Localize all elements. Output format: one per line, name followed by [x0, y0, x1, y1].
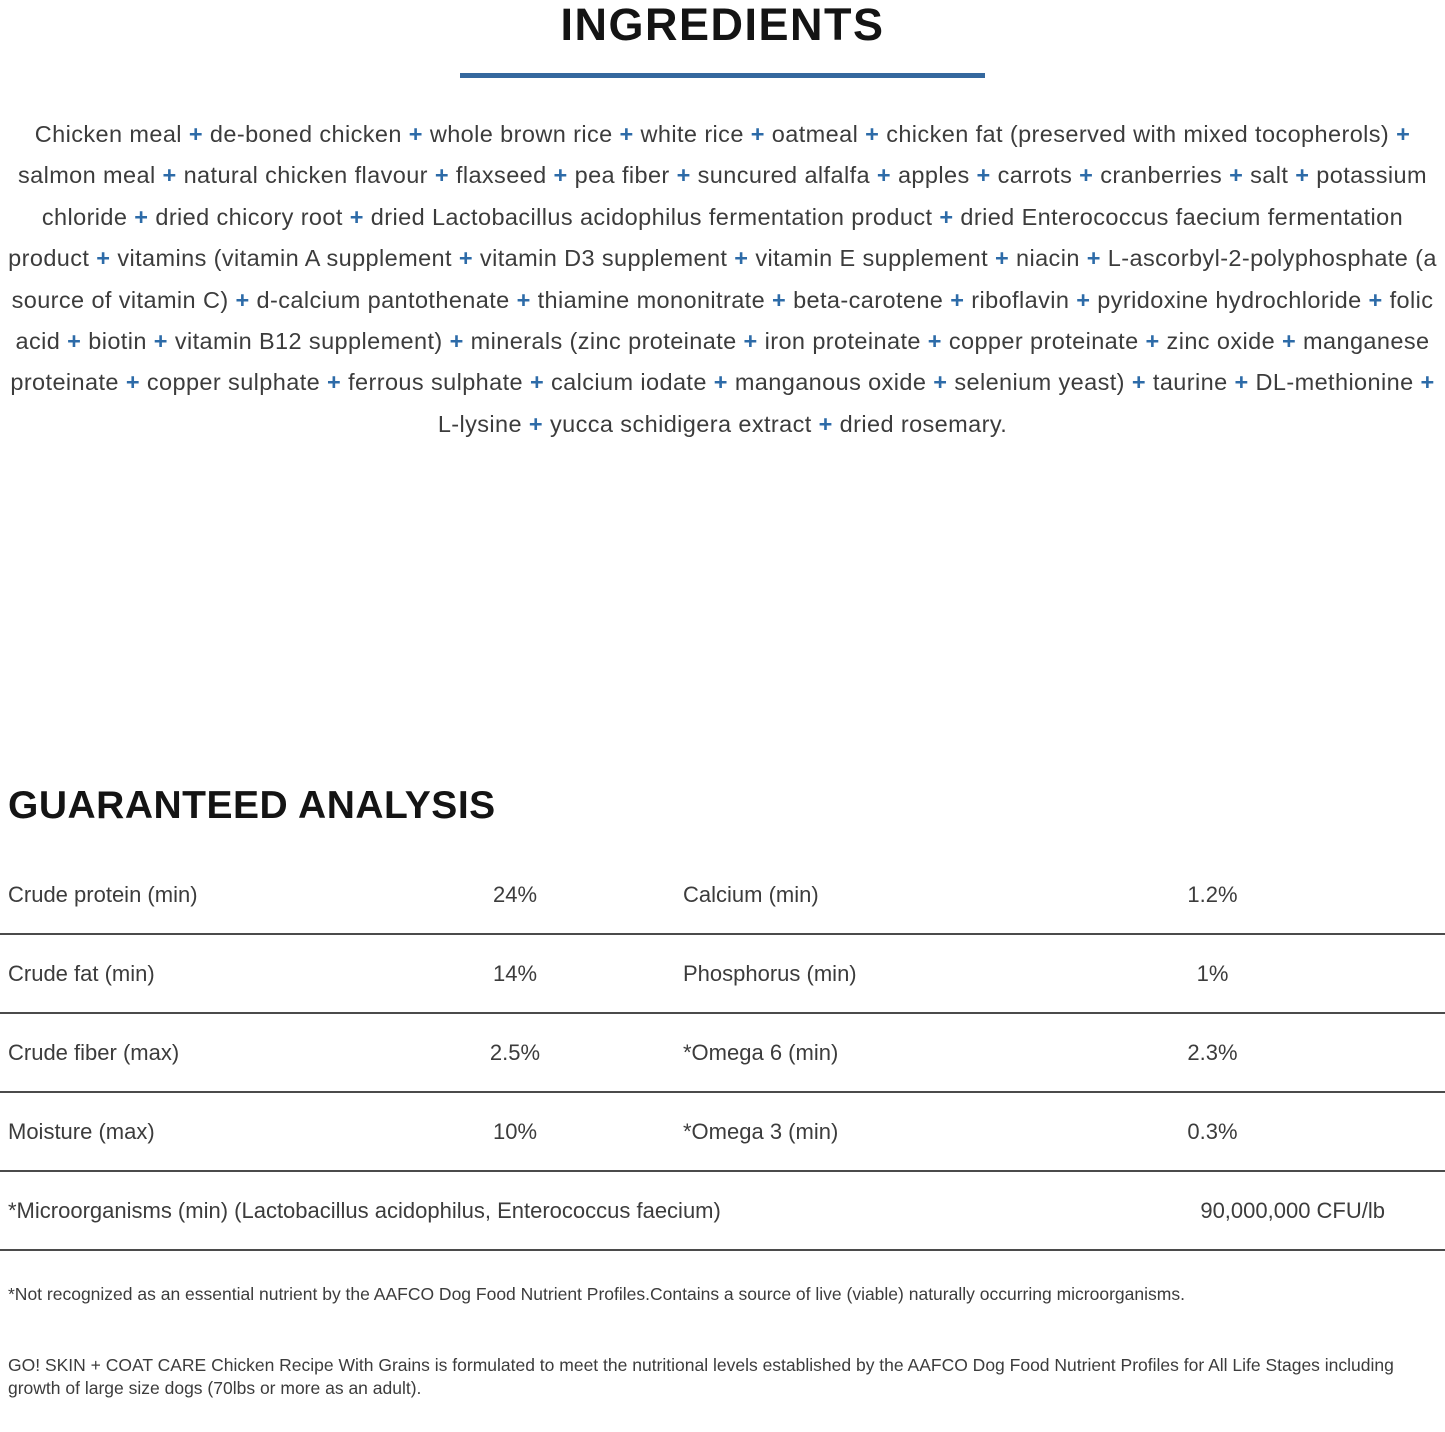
nutrient-value: 2.5% — [489, 1039, 541, 1065]
plus-separator-icon: + — [858, 121, 887, 147]
asterisk-footnote: *Not recognized as an essential nutrient by the AAFCO Dog Food Nutrient Profiles.Contains a source of live (viable) naturally occurring microorganisms. — [8, 1284, 1185, 1305]
title-underline-divider — [460, 73, 985, 78]
plus-separator-icon: + — [320, 369, 349, 396]
plus-separator-icon: + — [943, 286, 972, 313]
ingredient-item: vitamin E supplement — [755, 245, 989, 272]
plus-separator-icon: + — [612, 121, 641, 147]
plus-separator-icon: + — [1413, 369, 1435, 396]
plus-separator-icon: + — [118, 369, 147, 396]
ingredient-item: beta-carotene — [793, 286, 944, 313]
ingredient-item: white rice — [640, 121, 744, 147]
ingredient-item: natural chicken flavour — [183, 162, 428, 189]
ingredient-item: manganese proteinate — [10, 328, 1430, 396]
ingredient-item: thiamine mononitrate — [537, 286, 766, 313]
ingredient-item: pyridoxine hydrochloride — [1097, 286, 1362, 313]
nutrient-label: Phosphorus (min) — [683, 960, 857, 986]
plus-separator-icon: + — [727, 245, 756, 272]
plus-separator-icon: + — [228, 286, 257, 313]
aafco-statement: GO! SKIN + COAT CARE Chicken Recipe With Grains is formulated to meet the nutritional levels established by the AAFCO Dog Food Nutrient Profiles for All Life Stages including growth of large size dogs (70lbs or more as an adult). — [8, 1355, 1394, 1398]
plus-separator-icon: + — [1222, 162, 1251, 189]
plus-separator-icon: + — [427, 162, 456, 189]
nutrient-label: *Microorganisms (min) (Lactobacillus acidophilus, Enterococcus faecium) — [8, 1197, 721, 1223]
ingredient-item: potassium chloride — [41, 162, 1428, 230]
plus-separator-icon: + — [342, 203, 371, 230]
ingredient-item: vitamins (vitamin A supplement — [117, 245, 452, 272]
nutrient-value: 1.2% — [1187, 881, 1238, 907]
plus-separator-icon: + — [522, 410, 550, 437]
ingredient-item: vitamin B12 supplement) — [174, 328, 443, 355]
nutrient-value: 0.3% — [1187, 1118, 1238, 1144]
plus-separator-icon: + — [1275, 328, 1304, 355]
ingredient-item: ferrous sulphate — [348, 369, 524, 396]
nutrient-value: 10% — [492, 1118, 538, 1144]
ingredient-item: niacin — [1016, 245, 1080, 272]
nutrient-label: *Omega 3 (min) — [683, 1118, 839, 1144]
plus-separator-icon: + — [706, 369, 735, 396]
microorganisms-row — [0, 1172, 1445, 1251]
nutrient-label: *Omega 6 (min) — [683, 1039, 839, 1065]
plus-separator-icon: + — [969, 162, 998, 189]
ingredient-item: pea fiber — [574, 162, 670, 189]
nutrient-value: 90,000,000 CFU/lb — [1200, 1197, 1385, 1223]
nutrient-label: Moisture (max) — [8, 1118, 155, 1144]
ingredient-item: riboflavin — [971, 286, 1070, 313]
plus-separator-icon: + — [509, 286, 538, 313]
nutrient-value: 24% — [492, 881, 538, 907]
nutrient-label: Crude fat (min) — [8, 960, 155, 986]
ingredient-item: cranberries — [1100, 162, 1223, 189]
ingredient-item: chicken fat (preserved with mixed tocopherols) — [886, 121, 1390, 147]
ingredient-item: whole brown rice — [429, 121, 613, 147]
plus-separator-icon: + — [920, 328, 949, 355]
ingredient-item: de-boned chicken — [209, 121, 402, 147]
plus-separator-icon: + — [743, 121, 772, 147]
ingredient-item: copper proteinate — [948, 328, 1139, 355]
ingredient-item: yucca schidigera extract — [549, 410, 812, 437]
plus-separator-icon: + — [1072, 162, 1101, 189]
table-row — [0, 935, 1445, 1014]
ingredients-title: INGREDIENTS — [560, 0, 885, 50]
plus-separator-icon: + — [60, 328, 89, 355]
ingredient-item: flaxseed — [455, 162, 547, 189]
plus-separator-icon: + — [146, 328, 175, 355]
plus-separator-icon: + — [127, 203, 156, 230]
ingredient-item: oatmeal — [771, 121, 859, 147]
ingredient-item: salt — [1250, 162, 1289, 189]
plus-separator-icon: + — [401, 121, 430, 147]
ingredient-item: L-ascorbyl-2-polyphosphate (a source of vitamin C) — [11, 245, 1437, 313]
ingredient-item: minerals (zinc proteinate — [470, 328, 737, 355]
plus-separator-icon: + — [869, 162, 898, 189]
ingredient-item: Chicken meal — [34, 121, 182, 147]
plus-separator-icon: + — [811, 410, 840, 437]
guaranteed-analysis-title: GUARANTEED ANALYSIS — [8, 784, 496, 828]
plus-separator-icon: + — [89, 245, 118, 272]
ingredient-item: carrots — [997, 162, 1073, 189]
plus-separator-icon: + — [1361, 286, 1390, 313]
nutrient-label: Calcium (min) — [683, 881, 819, 907]
ingredient-item: DL-methionine — [1255, 369, 1414, 396]
plus-separator-icon: + — [451, 245, 480, 272]
table-row — [0, 1093, 1445, 1172]
ingredients-list-text — [7, 114, 1439, 445]
plus-separator-icon: + — [181, 121, 210, 147]
plus-separator-icon: + — [155, 162, 184, 189]
ingredient-item: dried Lactobacillus acidophilus fermentation product — [370, 203, 933, 230]
ingredient-item: biotin — [88, 328, 147, 355]
plus-separator-icon: + — [765, 286, 794, 313]
plus-separator-icon: + — [1138, 328, 1167, 355]
ingredients-section-header — [0, 0, 1445, 78]
ingredient-item: selenium yeast) — [954, 369, 1125, 396]
ingredient-item: d-calcium pantothenate — [256, 286, 510, 313]
plus-separator-icon: + — [1227, 369, 1256, 396]
ingredient-item: L-lysine — [437, 410, 522, 437]
nutrient-label: Crude fiber (max) — [8, 1039, 180, 1065]
plus-separator-icon: + — [1079, 245, 1108, 272]
ingredient-item: salmon meal — [17, 162, 156, 189]
plus-separator-icon: + — [1288, 162, 1317, 189]
plus-separator-icon: + — [442, 328, 471, 355]
ingredient-item: iron proteinate — [764, 328, 921, 355]
plus-separator-icon: + — [1389, 121, 1411, 147]
ingredient-item: manganous oxide — [734, 369, 927, 396]
ingredient-item: folic acid — [15, 286, 1434, 355]
ingredient-item: dried rosemary. — [839, 410, 1008, 437]
plus-separator-icon: + — [1069, 286, 1098, 313]
plus-separator-icon: + — [669, 162, 698, 189]
plus-separator-icon: + — [1124, 369, 1153, 396]
ingredient-item: dried Enterococcus faecium fermentation product — [8, 203, 1404, 272]
ingredient-item: apples — [897, 162, 970, 189]
plus-separator-icon: + — [926, 369, 955, 396]
plus-separator-icon: + — [988, 245, 1016, 272]
plus-separator-icon: + — [523, 369, 551, 396]
ingredient-item: calcium iodate — [551, 369, 707, 396]
plus-separator-icon: + — [932, 203, 961, 230]
nutrient-value: 14% — [492, 960, 538, 986]
ingredient-item: dried chicory root — [155, 203, 343, 230]
ingredient-item: copper sulphate — [146, 369, 321, 396]
nutrient-value: 2.3% — [1187, 1039, 1238, 1065]
ingredient-item: vitamin D3 supplement — [479, 245, 728, 272]
guaranteed-analysis-table — [0, 856, 1445, 1251]
nutrient-value: 1% — [1196, 960, 1229, 986]
ingredient-item: zinc oxide — [1166, 328, 1276, 355]
ingredient-item: suncured alfalfa — [697, 162, 870, 189]
table-row — [0, 1014, 1445, 1093]
plus-separator-icon: + — [736, 328, 765, 355]
plus-separator-icon: + — [546, 162, 575, 189]
table-row — [0, 856, 1445, 935]
nutrient-label: Crude protein (min) — [8, 881, 198, 907]
ingredient-item: taurine — [1152, 369, 1228, 396]
